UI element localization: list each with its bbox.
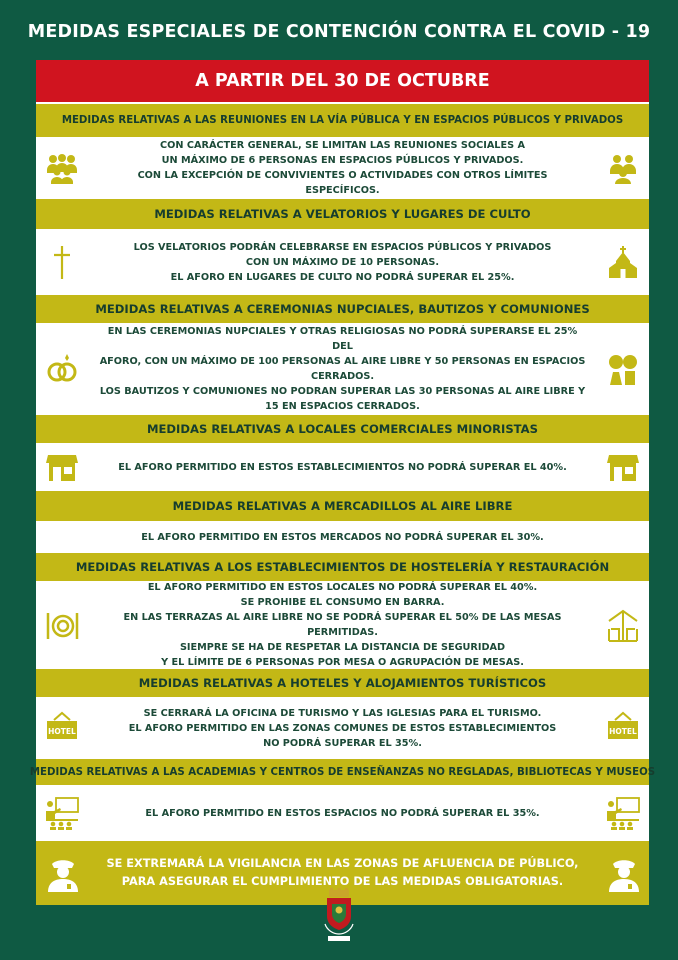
children-icon: [605, 351, 641, 387]
section-header-ceremonias: MEDIDAS RELATIVAS A CEREMONIAS NUPCIALES, BAUTIZOS Y COMUNIONES: [36, 293, 649, 325]
section-body-ceremonias: [36, 325, 649, 413]
section-header-mercadillos: MEDIDAS RELATIVAS A MERCADILLOS AL AIRE LIBRE: [36, 489, 649, 523]
section-header-hosteleria: MEDIDAS RELATIVAS A LOS ESTABLECIMIENTOS DE HOSTELERÍA Y RESTAURACIÓN: [36, 551, 649, 583]
cutlery-plate-icon: [44, 607, 80, 643]
hotel-sign-icon: [605, 710, 641, 746]
section-text-line: LOS VELATORIOS PODRÁN CELEBRARSE EN ESPACIOS PÚBLICOS Y PRIVADOS: [133, 241, 552, 253]
measures-panel: [29, 60, 656, 905]
final-notice-line: PARA ASEGURAR EL CUMPLIMIENTO DE LAS MEDIDAS OBLIGATORIAS.: [121, 875, 564, 888]
section-text-line: EL AFORO PERMITIDO EN ESTOS ESPACIOS NO PODRÁ SUPERAR EL 35%.: [145, 807, 540, 819]
section-body-velatorios: [36, 231, 649, 293]
section-text-line: EL AFORO PERMITIDO EN LAS ZONAS COMUNES DE ESTOS ESTABLECIMIENTOS: [128, 722, 557, 734]
people-group-icon: [605, 150, 641, 186]
section-body-reuniones: [36, 139, 649, 197]
section-text-line: SIEMPRE SE HA DE RESPETAR LA DISTANCIA DE SEGURIDAD: [179, 642, 506, 653]
terrace-icon: [605, 607, 641, 643]
section-header-hoteles: MEDIDAS RELATIVAS A HOTELES Y ALOJAMIENTOS TURÍSTICOS: [36, 667, 649, 699]
section-body-comercios: [36, 445, 649, 489]
section-text-line: EN LAS CEREMONIAS NUPCIALES Y OTRAS RELIGIOSAS NO PODRÁ SUPERARSE EL 25% DEL: [107, 326, 578, 352]
people-group-icon: [44, 150, 80, 186]
cross-icon: [44, 244, 80, 280]
classroom-icon: [605, 795, 641, 831]
section-header-reuniones: MEDIDAS RELATIVAS A LAS REUNIONES EN LA VÍA PÚBLICA Y EN ESPACIOS PÚBLICOS Y PRIVADOS: [36, 102, 649, 139]
section-text-line: CON CARÁCTER GENERAL, SE LIMITAN LAS REUNIONES SOCIALES A: [160, 140, 525, 151]
section-text-line: AFORO, CON UN MÁXIMO DE 100 PERSONAS AL AIRE LIBRE Y 50 PERSONAS EN ESPACIOS: [99, 356, 586, 367]
section-text-line: EN LAS TERRAZAS AL AIRE LIBRE NO SE PODRÁ SUPERAR EL 50% DE LAS MESAS PERMITIDAS.: [123, 612, 562, 638]
hotel-sign-label: HOTEL: [48, 727, 76, 736]
shop-icon: [44, 449, 80, 485]
section-text-line: CERRADOS.: [310, 371, 375, 382]
classroom-icon: [44, 795, 80, 831]
police-officer-icon: [44, 855, 80, 891]
section-body-academias: [36, 787, 649, 839]
hotel-sign-icon: [44, 710, 80, 746]
section-text-line: EL AFORO PERMITIDO EN ESTOS MERCADOS NO PODRÁ SUPERAR EL 30%.: [141, 531, 544, 543]
section-body-hosteleria: [36, 583, 649, 667]
hotel-sign-label: HOTEL: [609, 727, 637, 736]
section-text-line: EL AFORO PERMITIDO EN ESTOS LOCALES NO PODRÁ SUPERAR EL 40%.: [147, 582, 538, 593]
section-text-line: NO PODRÁ SUPERAR EL 35%.: [263, 737, 422, 749]
section-text-line: SE PROHIBE EL CONSUMO EN BARRA.: [240, 597, 445, 608]
section-text-line: EL AFORO PERMITIDO EN ESTOS ESTABLECIMIENTOS NO PODRÁ SUPERAR EL 40%.: [118, 461, 567, 473]
section-body-mercadillos: [36, 523, 649, 551]
section-text-line: SE CERRARÁ LA OFICINA DE TURISMO Y LAS IGLESIAS PARA EL TURISMO.: [143, 707, 542, 719]
section-text-line: EL AFORO EN LUGARES DE CULTO NO PODRÁ SUPERAR EL 25%.: [170, 271, 515, 283]
section-text-line: LOS BAUTIZOS Y COMUNIONES NO PODRAN SUPERAR LAS 30 PERSONAS AL AIRE LIBRE Y: [99, 386, 586, 397]
wedding-rings-icon: [44, 351, 80, 387]
section-body-hoteles: [36, 699, 649, 757]
police-officer-icon: [605, 855, 641, 891]
date-banner: A PARTIR DEL 30 DE OCTUBRE: [36, 60, 649, 102]
section-header-velatorios: MEDIDAS RELATIVAS A VELATORIOS Y LUGARES DE CULTO: [36, 197, 649, 231]
section-text-line: UN MÁXIMO DE 6 PERSONAS EN ESPACIOS PÚBLICOS Y PRIVADOS.: [161, 155, 524, 166]
section-text-line: Y EL LÍMITE DE 6 PERSONAS POR MESA O AGRUPACIÓN DE MESAS.: [161, 657, 524, 668]
section-text-line: 15 EN ESPACIOS CERRADOS.: [265, 401, 420, 412]
section-header-comercios: MEDIDAS RELATIVAS A LOCALES COMERCIALES MINORISTAS: [36, 413, 649, 445]
coat-of-arms-logo: [323, 888, 355, 944]
page-title: MEDIDAS ESPECIALES DE CONTENCIÓN CONTRA EL COVID - 19: [27, 22, 651, 42]
section-header-academias: MEDIDAS RELATIVAS A LAS ACADEMIAS Y CENTROS DE ENSEÑANZAS NO REGLADAS, BIBLIOTECAS Y MUSEOS: [36, 757, 649, 787]
section-text-line: CON LA EXCEPCIÓN DE CONVIVIENTES O ACTIVIDADES CON OTROS LÍMITES ESPECÍFICOS.: [137, 170, 548, 196]
section-text-line: CON UN MÁXIMO DE 10 PERSONAS.: [245, 256, 440, 268]
church-icon: [605, 244, 641, 280]
shop-icon: [605, 449, 641, 485]
final-notice-line: SE EXTREMARÁ LA VIGILANCIA EN LAS ZONAS DE AFLUENCIA DE PÚBLICO,: [106, 857, 579, 870]
